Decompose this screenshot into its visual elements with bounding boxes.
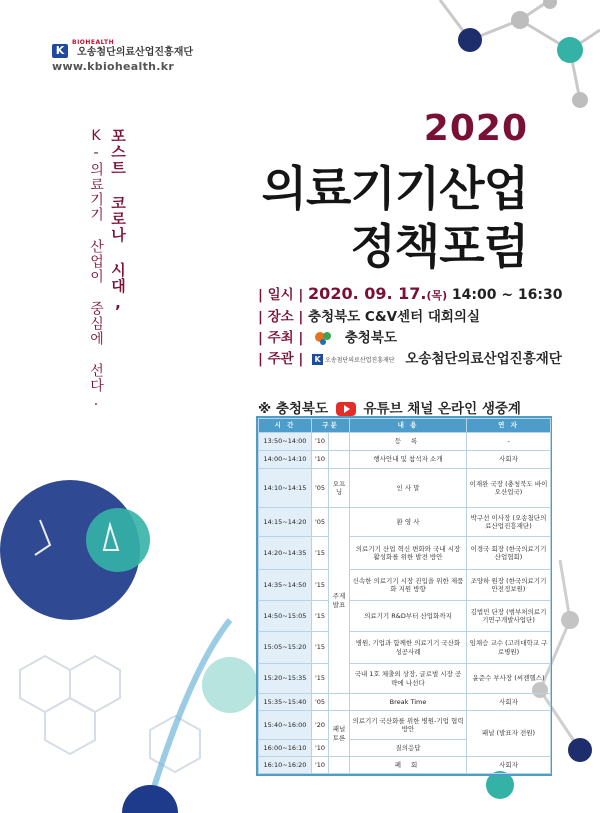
row-speaker: 사회자 — [467, 451, 551, 469]
logo-bio-text: BIOHEALTH — [72, 39, 115, 46]
molecule-node — [543, 0, 557, 9]
row-content: 행사안내 및 참석자 소개 — [350, 451, 467, 469]
kbio-logo-icon: K — [312, 354, 323, 365]
table-row — [259, 508, 551, 537]
row-speaker: 조양하 원장 (한국의료기기안전정보원) — [467, 570, 551, 601]
live-stream-notice — [258, 397, 521, 417]
chungbuk-logo-icon — [312, 329, 336, 347]
header-speaker: 연 자 — [467, 419, 551, 433]
row-time: 14:00~14:10 — [259, 451, 312, 469]
row-content: 병원, 기업과 함께한 의료기기 국산화 성공사례 — [350, 632, 467, 664]
row-duration: '10 — [312, 740, 329, 757]
row-content: 등 록 — [350, 433, 467, 451]
row-duration: '05 — [312, 694, 329, 711]
event-day: (목) — [426, 289, 448, 302]
row-content: 인 사 말 — [350, 469, 467, 508]
row-duration: '05 — [312, 508, 329, 537]
row-time: 16:10~16:20 — [259, 757, 312, 774]
title-year: 2020 — [423, 108, 528, 149]
row-duration: '10 — [312, 757, 329, 774]
table-row — [259, 632, 551, 664]
row-content: 폐 회 — [350, 757, 467, 774]
youtube-icon[interactable] — [336, 402, 356, 416]
foundation-name: 오송첨단의료산업진흥재단 — [77, 47, 194, 58]
row-time: 14:15~14:20 — [259, 508, 312, 537]
row-speaker: 이경국 회장 (한국의료기기산업협회) — [467, 537, 551, 570]
row-duration: '10 — [312, 451, 329, 469]
row-content: 질의응답 — [350, 740, 467, 757]
foundation-logo[interactable] — [52, 40, 193, 59]
row-time: 15:35~15:40 — [259, 694, 312, 711]
lab-circle — [86, 508, 150, 572]
host-text: 충청북도 — [344, 330, 397, 346]
group-panel: 패널 토론 — [329, 711, 350, 757]
event-date: 2020. 09. 17. — [308, 284, 427, 303]
row-duration: '10 — [312, 433, 329, 451]
row-duration: '05 — [312, 469, 329, 508]
row-time: 14:10~14:15 — [259, 469, 312, 508]
row-time: 16:00~16:10 — [259, 740, 312, 757]
row-speaker: 김법민 단장 (범부처의료기기연구개발사업단) — [467, 601, 551, 632]
row-time: 15:40~16:00 — [259, 711, 312, 740]
organizer-label: | 주관 | — [258, 351, 304, 367]
website-url[interactable]: www.kbiohealth.kr — [52, 60, 175, 73]
row-time: 14:20~14:35 — [259, 537, 312, 570]
table-row — [259, 469, 551, 508]
info-organizer — [258, 347, 562, 367]
logo-k-mark: K — [52, 44, 68, 58]
row-content: 의료기기 국산화를 위한 병원-기업 협력방안 — [350, 711, 467, 740]
table-row — [259, 537, 551, 570]
row-content: 환 영 사 — [350, 508, 467, 537]
molecule-decoration-bottom — [0, 470, 260, 813]
molecule-node — [458, 28, 482, 52]
lab-circle — [202, 657, 258, 713]
table-row — [259, 433, 551, 451]
row-speaker: 사회자 — [467, 694, 551, 711]
row-speaker: - — [467, 433, 551, 451]
row-time: 14:35~14:50 — [259, 570, 312, 601]
molecule-decoration-top — [380, 0, 600, 120]
live-suffix: 유튜브 채널 온라인 생중계 — [363, 401, 521, 417]
row-duration: '15 — [312, 601, 329, 632]
venue-label: | 장소 | — [258, 309, 304, 325]
row-time: 15:20~15:35 — [259, 664, 312, 694]
organizer-logo-text: 오송첨단의료산업진흥재단 — [325, 356, 395, 364]
group-opening: 오프닝 — [329, 469, 350, 508]
title-line-1: 의료기기산업 — [261, 162, 528, 217]
venue-text: 충청북도 C&V센터 대회의실 — [308, 309, 480, 325]
group-talks: 주제 발표 — [329, 508, 350, 694]
header-content: 내 용 — [350, 419, 467, 433]
host-label: | 주최 | — [258, 330, 304, 346]
table-row — [259, 664, 551, 694]
row-time: 14:50~15:05 — [259, 601, 312, 632]
header-category: 구분 — [312, 419, 350, 433]
row-content: 의료기기 R&D부터 산업화까지 — [350, 601, 467, 632]
row-speaker: 윤준수 부사장 (씨젠헬스) — [467, 664, 551, 694]
row-duration: '15 — [312, 632, 329, 664]
header-time: 시 간 — [259, 419, 312, 433]
live-prefix: ※ 충청북도 — [258, 401, 328, 417]
row-duration: '20 — [312, 711, 329, 740]
row-time: 15:05~15:20 — [259, 632, 312, 664]
date-label: | 일시 | — [258, 287, 304, 303]
molecule-node — [511, 11, 529, 29]
row-content: 국내 1호 체출외 상장, 글로벌 시장 공략에 나선다 — [350, 664, 467, 694]
row-duration: '15 — [312, 570, 329, 601]
row-content: Break Time — [350, 694, 467, 711]
row-content: 의료기기 산업 혁신 변화와 국내 시장 활성화를 위한 발전 방안 — [350, 537, 467, 570]
info-venue — [258, 305, 480, 325]
row-speaker: 박구선 이사장 (오송첨단의료산업진흥재단) — [467, 508, 551, 537]
row-speaker: 사회자 — [467, 757, 551, 774]
lab-circle — [122, 785, 178, 813]
slogan-line-1: 포스트 코로나 시대, — [109, 128, 127, 313]
schedule-table — [256, 416, 552, 776]
slogan-line-2: K-의료기기 산업이 중심에 선다. — [88, 128, 104, 410]
info-date — [258, 283, 562, 303]
table-row — [259, 694, 551, 711]
table-row — [259, 711, 551, 740]
organizer-text: 오송첨단의료산업진흥재단 — [405, 351, 562, 367]
row-time: 13:50~14:00 — [259, 433, 312, 451]
table-row — [259, 757, 551, 774]
molecule-node — [557, 37, 583, 63]
row-duration: '15 — [312, 664, 329, 694]
table-row — [259, 570, 551, 601]
table-row — [259, 451, 551, 469]
row-speaker: 임채승 교수 (고려대학교 구로병원) — [467, 632, 551, 664]
title-line-2: 정책포럼 — [350, 220, 528, 275]
molecule-node — [572, 92, 588, 108]
row-duration: '15 — [312, 537, 329, 570]
row-speaker: 패널 (발표자 전원) — [467, 711, 551, 757]
row-content: 신속한 의료기기 시장 진입을 위한 제품화 지원 방향 — [350, 570, 467, 601]
event-time: 14:00 ~ 16:30 — [451, 287, 563, 303]
info-host — [258, 326, 397, 347]
row-speaker: 이재완 국장 (충청북도 바이오산업국) — [467, 469, 551, 508]
table-row — [259, 601, 551, 632]
